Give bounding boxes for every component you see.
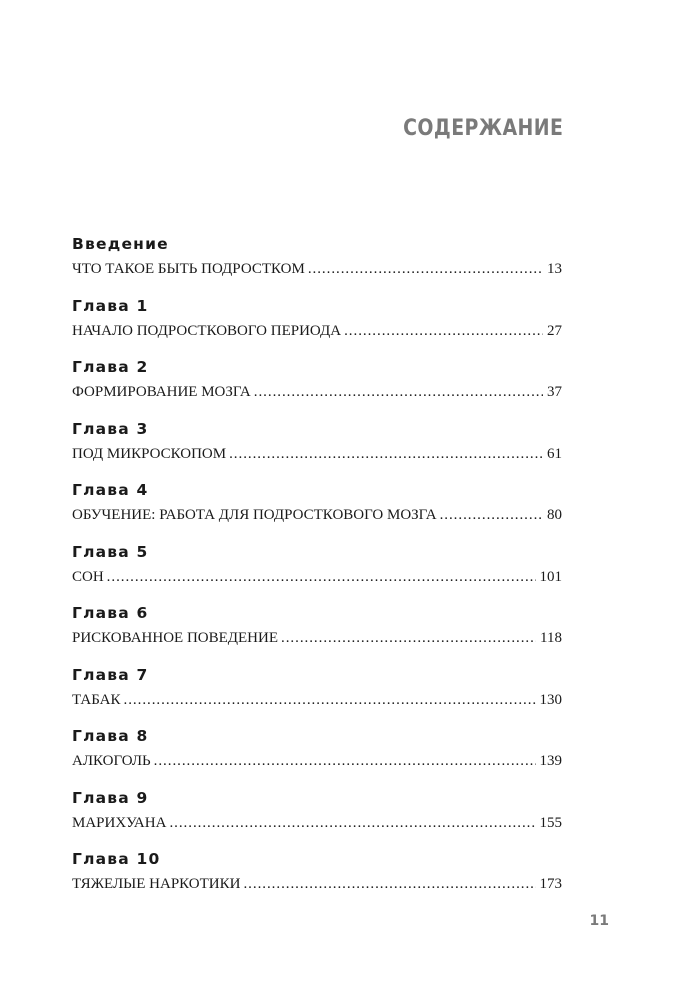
chapter-heading: Глава 6 (72, 604, 149, 622)
page-ref: 37 (547, 384, 562, 400)
page-ref: 130 (539, 691, 562, 708)
page-ref: 80 (547, 507, 562, 523)
chapter-heading: Глава 4 (72, 481, 149, 499)
chapter-name: РИСКОВАННОЕ ПОВЕДЕНИЕ (72, 630, 279, 646)
dot-leader (344, 321, 543, 341)
page-number: 11 (589, 913, 609, 929)
page-ref: 118 (540, 630, 562, 646)
chapter-heading: Глава 2 (72, 358, 149, 376)
page-ref: 13 (547, 261, 562, 277)
chapter-name: ОБУЧЕНИЕ: РАБОТА ДЛЯ ПОДРОСТКОВОГО МОЗГА (72, 507, 437, 523)
toc-line (72, 813, 562, 833)
toc-entry-chapter-10 (72, 849, 562, 911)
chapter-heading: Глава 7 (72, 665, 149, 684)
chapter-name: ЧТО ТАКОЕ БЫТЬ ПОДРОСТКОМ (72, 261, 305, 277)
chapter-heading: Глава 8 (72, 727, 149, 745)
toc-entry-chapter-5 (72, 542, 562, 604)
dot-leader (254, 382, 543, 402)
toc-line (72, 751, 562, 771)
chapter-heading: Глава 1 (72, 296, 149, 315)
dot-leader (308, 259, 543, 279)
chapter-name: ТЯЖЕЛЫЕ НАРКОТИКИ (72, 876, 241, 892)
toc-entry-introduction (72, 234, 562, 296)
page-ref: 27 (547, 322, 562, 339)
chapter-name: ТАБАК (72, 691, 121, 708)
chapter-heading: Введение (72, 235, 169, 253)
dot-leader (281, 628, 536, 648)
toc-line (72, 321, 562, 341)
toc-entry-chapter-9 (72, 788, 562, 850)
toc-entry-chapter-3 (72, 419, 562, 481)
dot-leader (124, 690, 536, 710)
table-of-contents (72, 234, 562, 911)
toc-line (72, 259, 562, 279)
chapter-name: ПОД МИКРОСКОПОМ (72, 445, 227, 462)
toc-line (72, 628, 562, 648)
toc-entry-chapter-4 (72, 480, 562, 542)
dot-leader (169, 813, 535, 833)
page-ref: 155 (539, 814, 562, 831)
dot-leader (243, 874, 535, 894)
chapter-heading: Глава 3 (72, 419, 149, 438)
toc-entry-chapter-2 (72, 357, 562, 419)
dot-leader (440, 505, 543, 525)
chapter-heading: Глава 5 (72, 542, 149, 561)
chapter-name: АЛКОГОЛЬ (72, 753, 151, 769)
toc-line (72, 505, 562, 525)
toc-entry-chapter-8 (72, 726, 562, 788)
toc-entry-chapter-6 (72, 603, 562, 665)
chapter-heading: Глава 9 (72, 788, 149, 807)
page-title: СОДЕРЖАНИЕ (402, 116, 563, 141)
chapter-heading: Глава 10 (72, 850, 161, 868)
page-ref: 173 (539, 876, 562, 892)
toc-line (72, 567, 562, 587)
dot-leader (107, 567, 536, 587)
toc-entry-chapter-1 (72, 296, 562, 358)
dot-leader (154, 751, 536, 771)
page-ref: 139 (539, 753, 562, 769)
page-ref: 61 (547, 445, 562, 462)
toc-entry-chapter-7 (72, 665, 562, 727)
chapter-name: МАРИХУАНА (72, 814, 167, 831)
toc-line (72, 874, 562, 894)
toc-line (72, 444, 562, 464)
dot-leader (229, 444, 543, 464)
chapter-name: ФОРМИРОВАНИЕ МОЗГА (72, 384, 251, 400)
toc-line (72, 690, 562, 710)
page-ref: 101 (539, 568, 562, 585)
chapter-name: СОН (72, 568, 104, 585)
toc-line (72, 382, 562, 402)
chapter-name: НАЧАЛО ПОДРОСТКОВОГО ПЕРИОДА (72, 322, 342, 339)
